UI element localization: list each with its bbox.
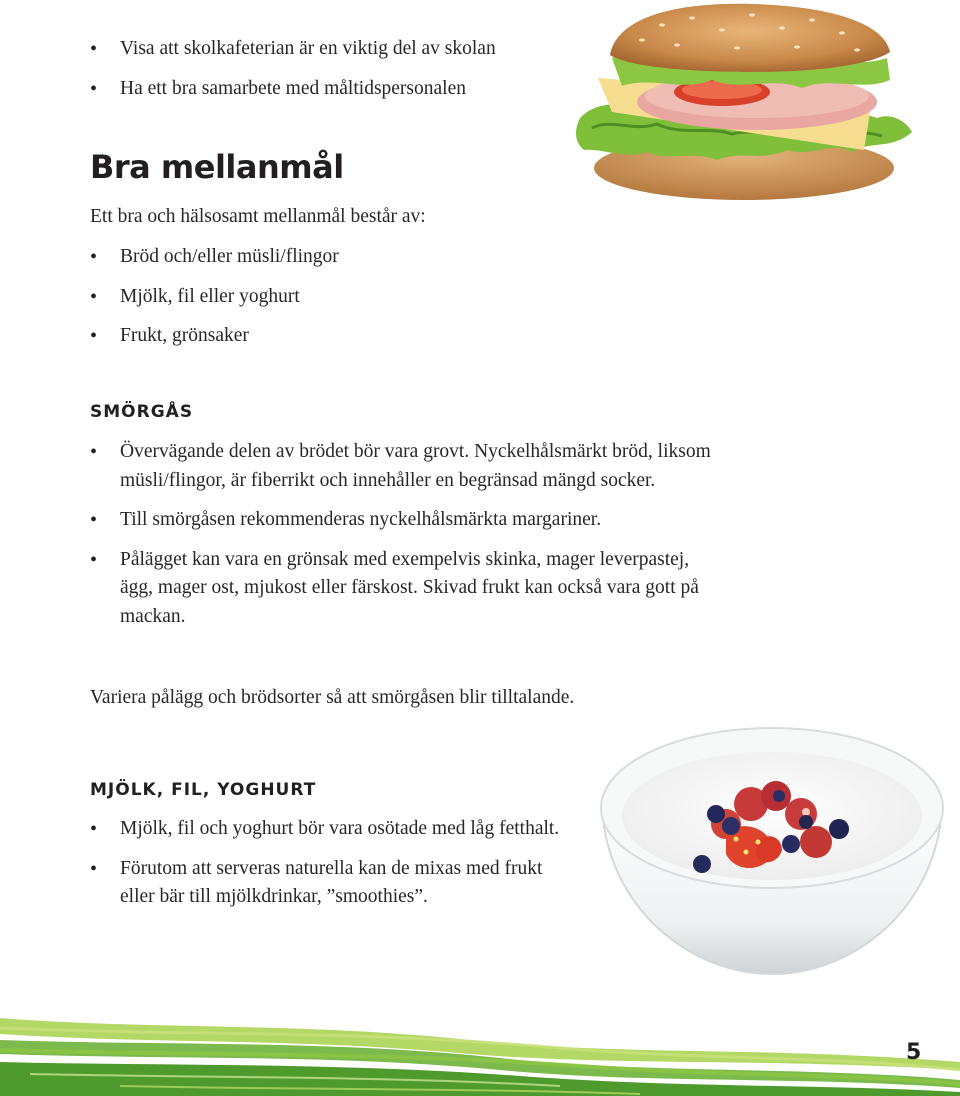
mjolk-bullet: • Förutom att serveras naturella kan de mixas med frukt eller bär till mjölkdrinkar, ”smoothies”. bbox=[0, 855, 560, 912]
section-heading-smorgas: SMÖRGÅS bbox=[90, 402, 194, 422]
intro-bullet: • Ha ett bra samarbete med måltidspersonalen bbox=[0, 75, 496, 104]
smorgas-closing-text: Variera pålägg och brödsorter så att smörgåsen blir tilltalande. bbox=[90, 687, 575, 708]
smorgas-bullet: • Övervägande delen av brödet bör vara grovt. Nyckelhålsmärkt bröd, liksom müsli/flingor, är fiberrikt och innehåller en begränsad mängd socker. bbox=[0, 438, 720, 495]
mjolk-bullet: • Mjölk, fil och yoghurt bör vara osötade med låg fetthalt. bbox=[0, 815, 560, 844]
sandwich-image bbox=[572, 0, 917, 205]
mellanmal-bullet: • Frukt, grönsaker bbox=[0, 322, 339, 351]
mellanmal-bullet: • Mjölk, fil eller yoghurt bbox=[0, 283, 339, 312]
footer-green-decoration bbox=[0, 1000, 960, 1096]
smorgas-bullet: • Till smörgåsen rekommenderas nyckelhålsmärkta margariner. bbox=[0, 506, 720, 535]
intro-bullet-list bbox=[0, 35, 496, 103]
intro-bullet: • Visa att skolkafeterian är en viktig del av skolan bbox=[0, 35, 496, 64]
section-title-mellanmal: Bra mellanmål bbox=[90, 148, 344, 186]
mellanmal-bullet-list bbox=[0, 243, 339, 351]
yoghurt-bowl-image bbox=[596, 724, 948, 980]
mellanmal-bullet: • Bröd och/eller müsli/flingor bbox=[0, 243, 339, 272]
smorgas-bullet: • Pålägget kan vara en grönsak med exempelvis skinka, mager leverpastej, ägg, mager ost, mjukost eller färskost. Skivad frukt kan också vara gott på mackan. bbox=[0, 546, 720, 632]
mjolk-bullet-list bbox=[0, 815, 560, 912]
smorgas-bullet-list bbox=[0, 438, 720, 631]
section-heading-mjolk: MJÖLK, FIL, YOGHURT bbox=[90, 780, 317, 800]
page-number: 5 bbox=[906, 1040, 922, 1065]
mellanmal-lead-text: Ett bra och hälsosamt mellanmål består av: bbox=[90, 206, 426, 227]
